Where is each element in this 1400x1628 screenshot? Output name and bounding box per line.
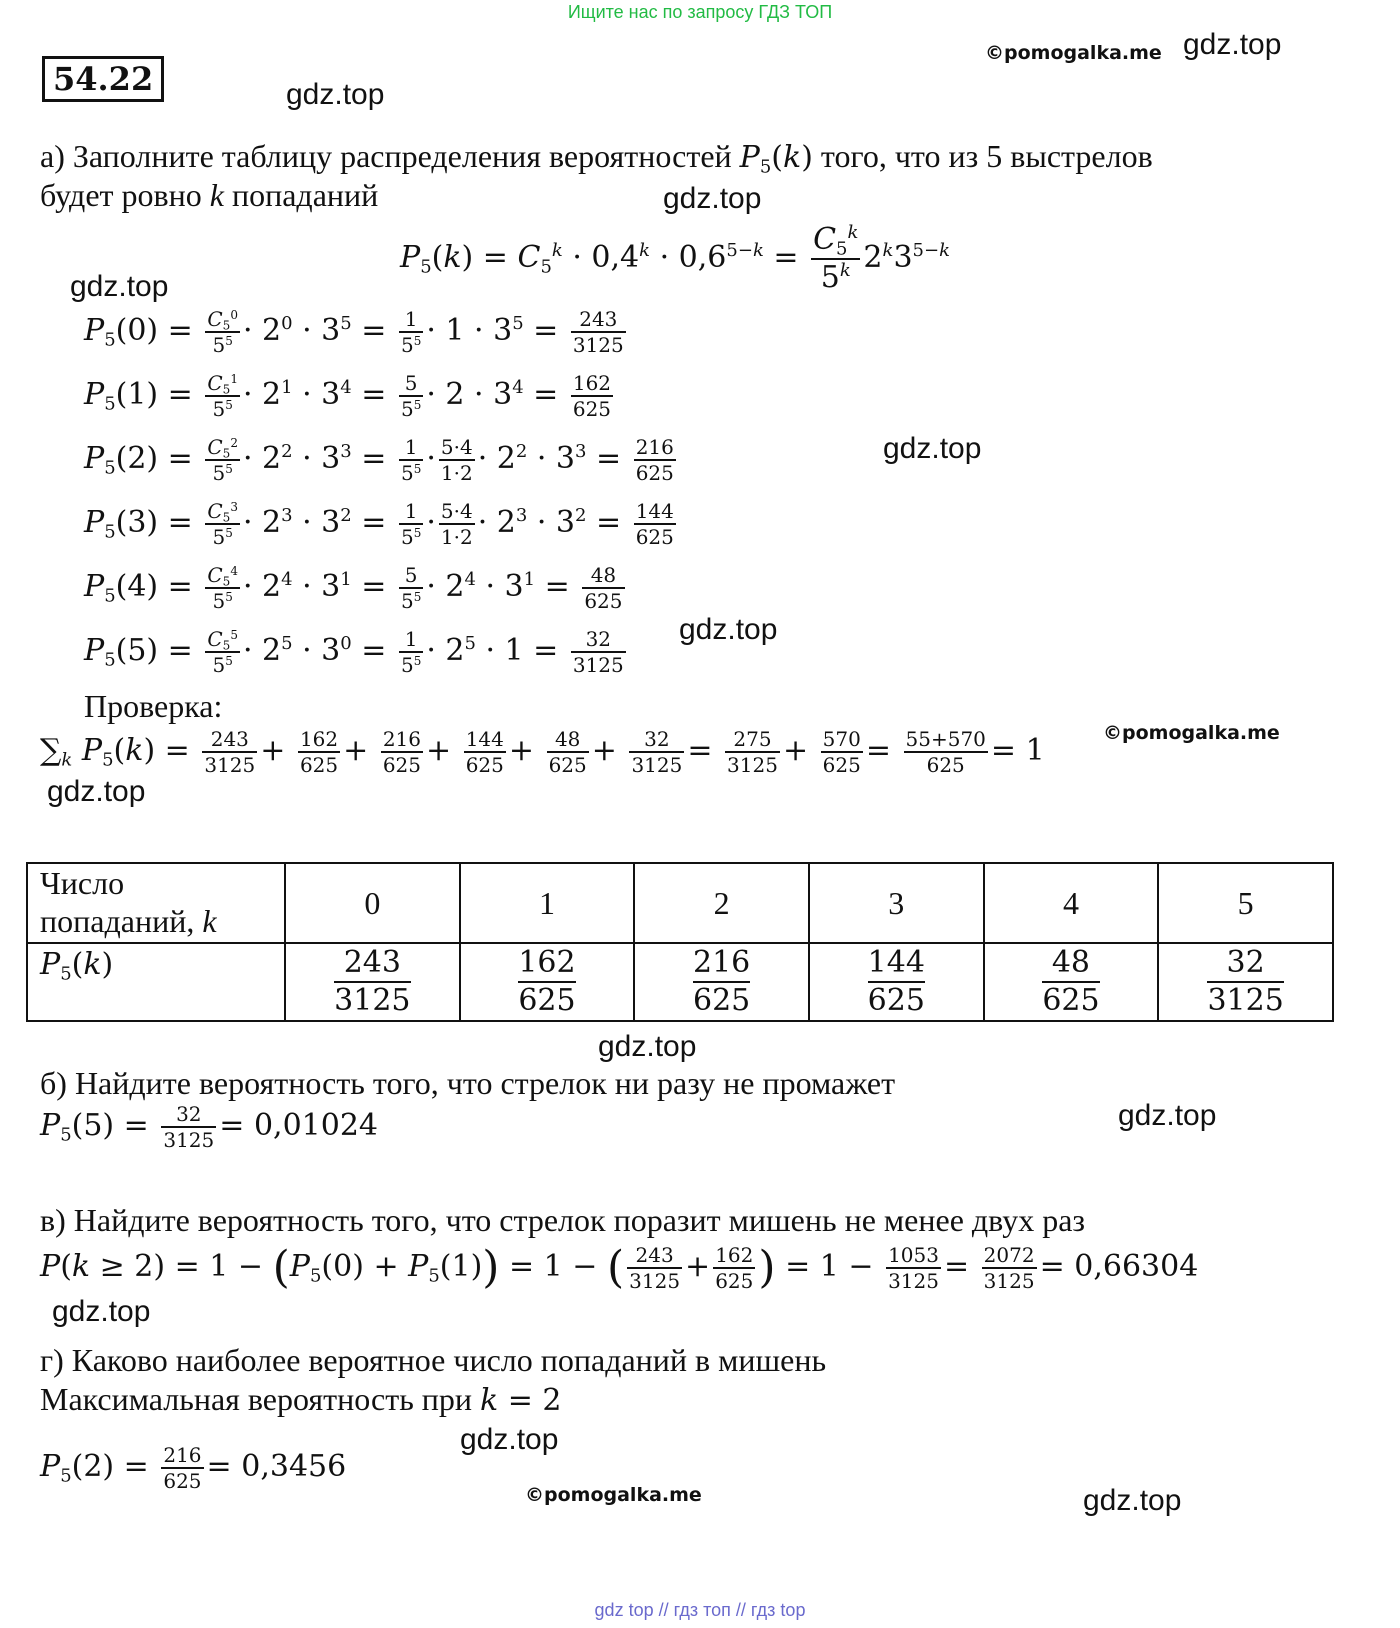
watermark-gdz: gdz.top: [663, 182, 762, 215]
table-p-cell: $\frac{48}{625}$: [984, 943, 1159, 1021]
table-p-cell: $\frac{216}{625}$: [634, 943, 809, 1021]
check-label: Проверка:: [84, 688, 223, 724]
watermark-gdz: gdz.top: [52, 1295, 151, 1328]
table-k-cell: 4: [984, 863, 1159, 943]
watermark-gdz: gdz.top: [286, 78, 385, 111]
table-k-cell: 5: [1158, 863, 1333, 943]
table-p-cell: $\frac{32}{3125}$: [1158, 943, 1333, 1021]
part-b-solution: $P_5(5)$ = $\frac{32}{3125}$ = 0,01024: [40, 1102, 379, 1152]
watermark-gdz: gdz.top: [598, 1030, 697, 1063]
watermark-gdz: gdz.top: [1183, 28, 1282, 61]
p5-1-derivation: $P_5(1)$ = $\frac{C_5^1}{5^5}$ · $2^1 \cdot 3^4$ = $\frac{5}{5^5}$ · $2 \cdot 3^4$ = $\frac{162}{625}$: [84, 371, 612, 421]
watermark-gdz: gdz.top: [883, 432, 982, 465]
footer-links[interactable]: gdz top // гдз топ // гдз top: [594, 1600, 806, 1620]
watermark-gdz: gdz.top: [1118, 1099, 1217, 1132]
check-sum: $\sum_k$ $P_5(k)$ = $\frac{243}{3125}$ + $\frac{162}{625}$ + $\frac{216}{625}$ + $\frac{144}{625}$ + $\frac{48}{625}$ + $\frac{32}{3125}$ = $\frac{275}{3125}$ + $\frac{570}{625}$ = $\frac{55+570}{625}$ = 1: [40, 727, 1045, 777]
table-p-cell: $\frac{144}{625}$: [809, 943, 984, 1021]
watermark-pomogalka: ©pomogalka.me: [985, 42, 1162, 64]
part-b-question: б) Найдите вероятность того, что стрелок ни разу не промажет: [40, 1065, 896, 1101]
p5-4-derivation: $P_5(4)$ = $\frac{C_5^4}{5^5}$ · $2^4 \cdot 3^1$ = $\frac{5}{5^5}$ · $2^4 \cdot 3^1$ = $\frac{48}{625}$: [84, 563, 623, 613]
p5-5-derivation: $P_5(5)$ = $\frac{C_5^5}{5^5}$ · $2^5 \cdot 3^0$ = $\frac{1}{5^5}$ · $2^5 \cdot 1$ = $\frac{32}{3125}$: [84, 627, 624, 677]
table-k-cell: 0: [285, 863, 460, 943]
part-v-solution: $P(k \ge 2) = 1 - (P_5(0) + P_5(1)) = 1$ − ( $\frac{243}{3125}$ + $\frac{162}{625}$ ) = 1 − $\frac{1053}{3125}$ = $\frac{2072}{3125}$ = 0,66304: [40, 1242, 1199, 1293]
part-a-line2: будет ровно k попаданий: [40, 177, 379, 213]
p5-3-derivation: $P_5(3)$ = $\frac{C_5^3}{5^5}$ · $2^3 \cdot 3^2$ = $\frac{1}{5^5}$ · $\frac{5\cdot 4}{1\cdot 2}$ · $2^3 \cdot 3^2$ = $\frac{144}{625}$: [84, 499, 674, 549]
table-k-cell: 2: [634, 863, 809, 943]
table-k-cell: 1: [460, 863, 635, 943]
table-p-cell: $\frac{243}{3125}$: [285, 943, 460, 1021]
part-g-answer-line: Максимальная вероятность при k = 2: [40, 1381, 562, 1418]
table-row: [27, 943, 1333, 1021]
p5-0-derivation: $P_5(0)$ = $\frac{C_5^0}{5^5}$ · $2^0 \cdot 3^5$ = $\frac{1}{5^5}$ · $1 \cdot 3^5$ = $\frac{243}{3125}$: [84, 307, 624, 357]
watermark-gdz: gdz.top: [47, 775, 146, 808]
watermark-gdz: gdz.top: [70, 270, 169, 303]
table-row: [27, 863, 1333, 943]
table-k-cell: 3: [809, 863, 984, 943]
table-p-cell: $\frac{162}{625}$: [460, 943, 635, 1021]
p5-2-derivation: $P_5(2)$ = $\frac{C_5^2}{5^5}$ · $2^2 \cdot 3^3$ = $\frac{1}{5^5}$ · $\frac{5\cdot 4}{1\cdot 2}$ · $2^2 \cdot 3^3$ = $\frac{216}{625}$: [84, 435, 674, 485]
watermark-gdz: gdz.top: [679, 613, 778, 646]
watermark-gdz: gdz.top: [1083, 1484, 1182, 1517]
table-p-label: $P_5(k)$: [27, 943, 285, 1021]
watermark-gdz: gdz.top: [460, 1423, 559, 1456]
watermark-pomogalka: ©pomogalka.me: [1103, 722, 1280, 744]
part-g-solution: $P_5(2)$ = $\frac{216}{625}$ = 0,3456: [40, 1443, 347, 1493]
table-header-label: Число попаданий, k: [27, 863, 285, 943]
general-formula: $P_5(k) = C_5^k \cdot 0,4^k \cdot 0,6^{5-k}$ = $\frac{C_5^k}{5^k}$ $2^k3^{5-k}$: [400, 222, 950, 295]
problem-number: 54.22: [42, 56, 164, 102]
part-g-question: г) Каково наиболее вероятное число попаданий в мишень: [40, 1342, 827, 1378]
part-a-line1: а) Заполните таблицу распределения вероятностей $P_5(k)$ того, что из 5 выстрелов: [40, 138, 1153, 178]
top-banner: Ищите нас по запросу ГДЗ ТОП: [567, 2, 833, 22]
distribution-table: [26, 862, 1334, 1022]
watermark-pomogalka: ©pomogalka.me: [525, 1484, 702, 1506]
part-v-question: в) Найдите вероятность того, что стрелок поразит мишень не менее двух раз: [40, 1202, 1086, 1238]
